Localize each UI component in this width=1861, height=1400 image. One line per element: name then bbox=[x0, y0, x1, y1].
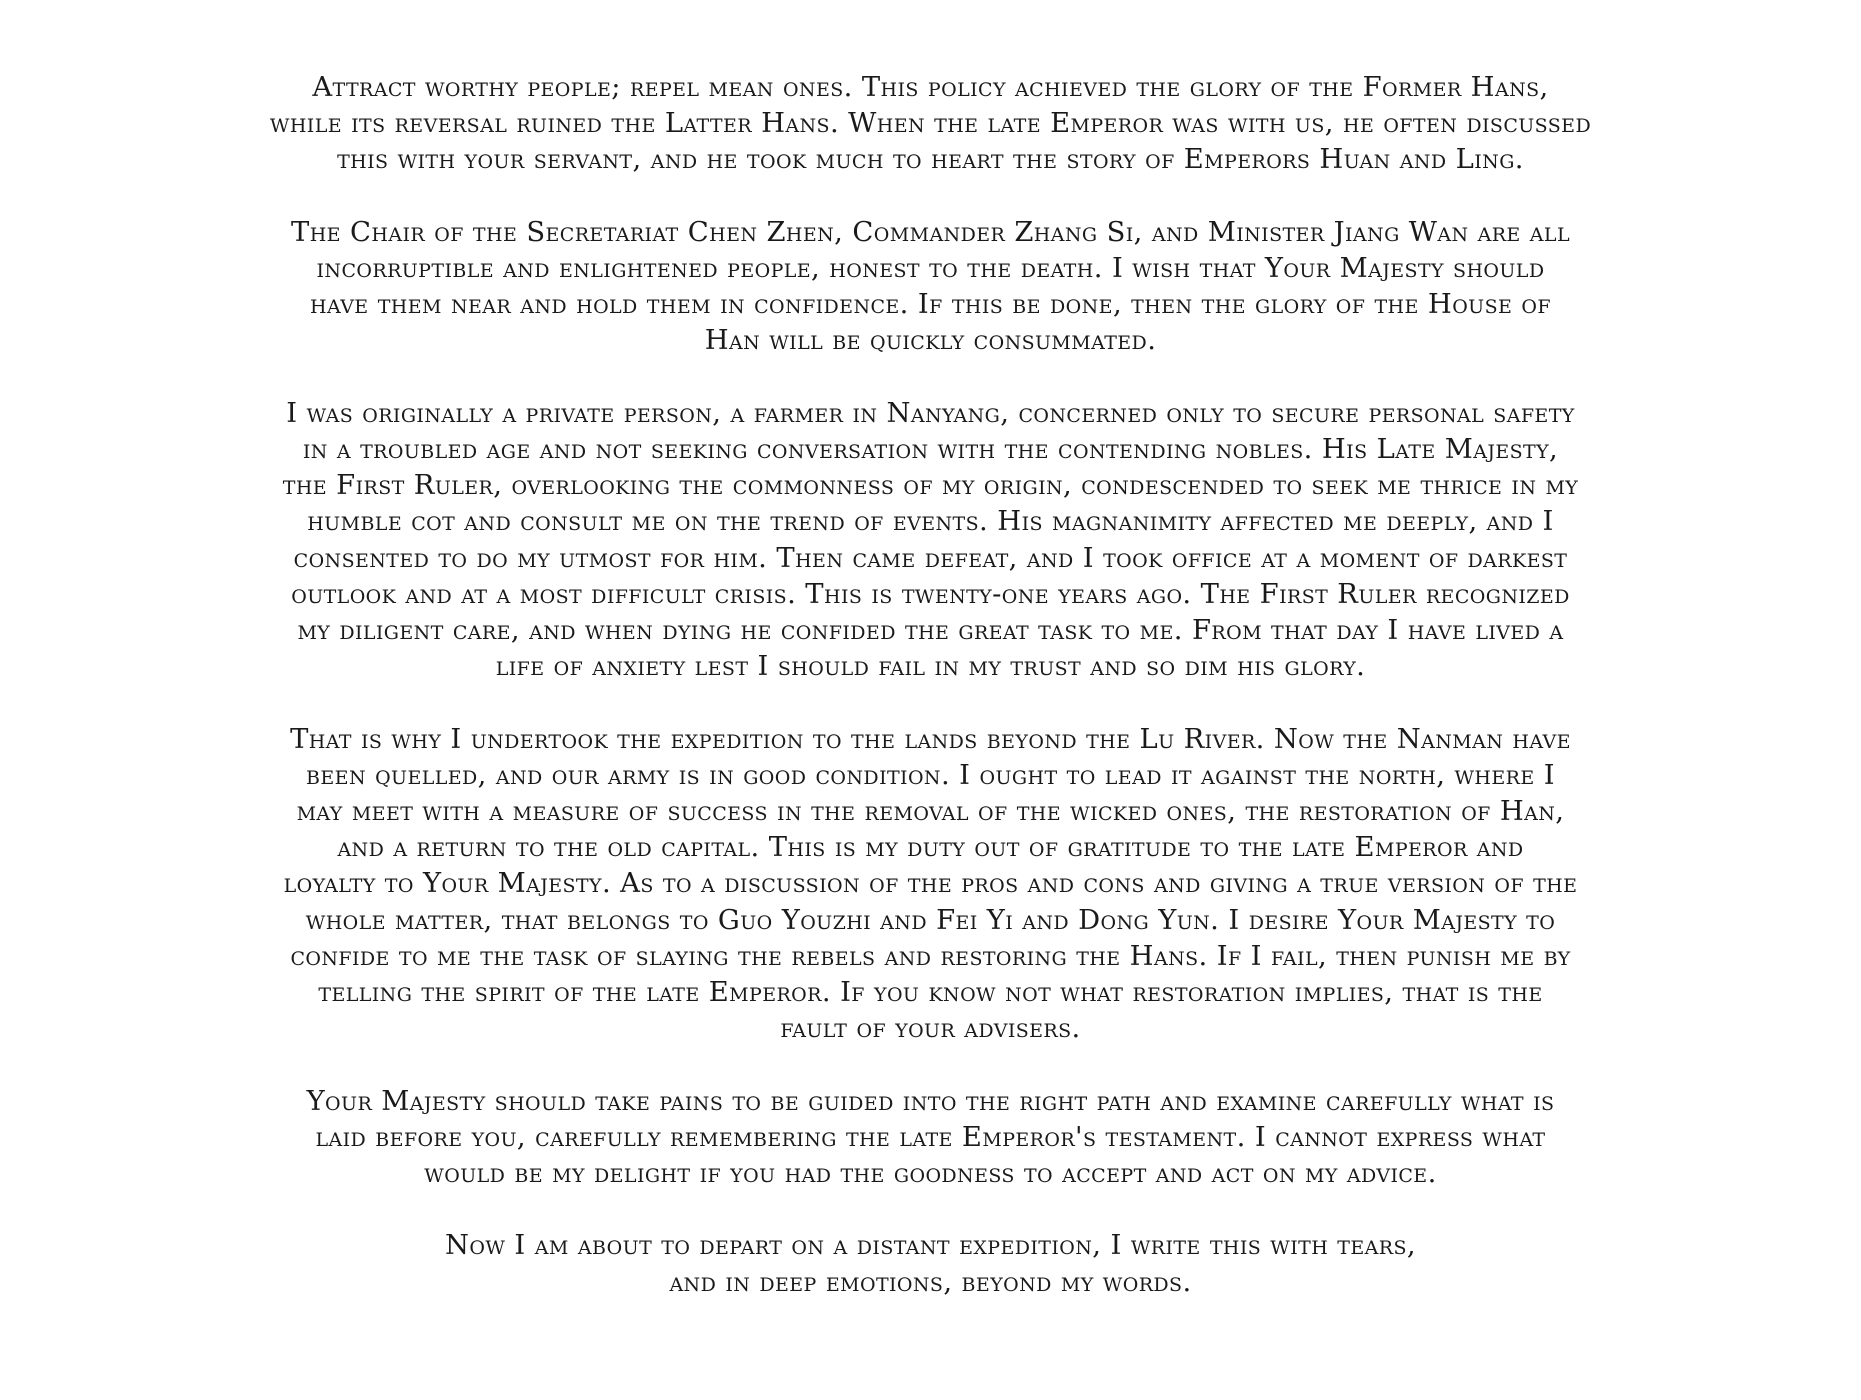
paragraph-5 bbox=[0, 1084, 1861, 1193]
text-line: been quelled, and our army is in good condition. I ought to lead it against the north, where I bbox=[306, 759, 1555, 791]
text-line: telling the spirit of the late Emperor. If you know not what restoration implies, that is the bbox=[318, 977, 1543, 1009]
text-line: the First Ruler, overlooking the commonness of my origin, condescended to seek me thrice in my bbox=[282, 470, 1579, 502]
memorial-document bbox=[0, 70, 1861, 1337]
text-line: That is why I undertook the expedition to the lands beyond the Lu River. Now the Nanman have bbox=[290, 723, 1571, 755]
text-line: Your Majesty should take pains to be guided into the right path and examine carefully what is bbox=[306, 1085, 1555, 1117]
text-line: confide to me the task of slaying the rebels and restoring the Hans. If I fail, then punish me by bbox=[290, 940, 1571, 972]
text-line: life of anxiety lest I should fail in my trust and so dim his glory. bbox=[495, 651, 1366, 683]
text-line: whole matter, that belongs to Guo Youzhi and Fei Yi and Dong Yun. I desire Your Majesty to bbox=[305, 904, 1556, 936]
text-line: outlook and at a most difficult crisis. This is twenty-one years ago. The First Ruler recognized bbox=[291, 578, 1570, 610]
text-line: incorruptible and enlightened people, honest to the death. I wish that Your Majesty should bbox=[316, 253, 1545, 284]
text-line: consented to do my utmost for him. Then came defeat, and I took office at a moment of darkest bbox=[293, 542, 1568, 574]
paragraph-4 bbox=[0, 722, 1861, 1048]
text-line: in a troubled age and not seeking conversation with the contending nobles. His Late Majesty, bbox=[302, 434, 1559, 465]
paragraph-2 bbox=[0, 215, 1861, 360]
text-line: loyalty to Your Majesty. As to a discussion of the pros and cons and giving a true version of the bbox=[283, 868, 1578, 900]
text-line: laid before you, carefully remembering the late Emperor's testament. I cannot express what bbox=[315, 1121, 1546, 1153]
text-line: The Chair of the Secretariat Chen Zhen, Commander Zhang Si, and Minister Jiang Wan are all bbox=[291, 216, 1570, 248]
text-line: would be my delight if you had the goodness to accept and act on my advice. bbox=[424, 1158, 1437, 1190]
paragraph-1 bbox=[0, 70, 1861, 179]
text-line: Han will be quickly consummated. bbox=[704, 325, 1157, 357]
text-line: while its reversal ruined the Latter Hans. When the late Emperor was with us, he often discussed bbox=[269, 108, 1592, 140]
text-line: humble cot and consult me on the trend of events. His magnanimity affected me deeply, and I bbox=[307, 506, 1554, 538]
text-line: fault of your advisers. bbox=[780, 1013, 1081, 1045]
text-line: and in deep emotions, beyond my words. bbox=[669, 1266, 1192, 1298]
paragraph-6 bbox=[0, 1228, 1861, 1300]
text-line: and a return to the old capital. This is my duty out of gratitude to the late Emperor and bbox=[337, 832, 1524, 864]
text-line: my diligent care, and when dying he confided the great task to me. From that day I have lived a bbox=[297, 615, 1564, 647]
text-line: Attract worthy people; repel mean ones. This policy achieved the glory of the Former Hans, bbox=[312, 72, 1549, 103]
text-line: this with your servant, and he took much to heart the story of Emperors Huan and Ling. bbox=[337, 144, 1524, 176]
paragraph-3 bbox=[0, 396, 1861, 686]
text-line: may meet with a measure of success in the removal of the wicked ones, the restoration of Han, bbox=[296, 796, 1565, 828]
text-line: have them near and hold them in confidence. If this be done, then the glory of the House of bbox=[310, 289, 1551, 321]
text-line: Now I am about to depart on a distant expedition, I write this with tears, bbox=[445, 1230, 1416, 1262]
text-line: I was originally a private person, a farmer in Nanyang, concerned only to secure personal safety bbox=[286, 397, 1575, 429]
